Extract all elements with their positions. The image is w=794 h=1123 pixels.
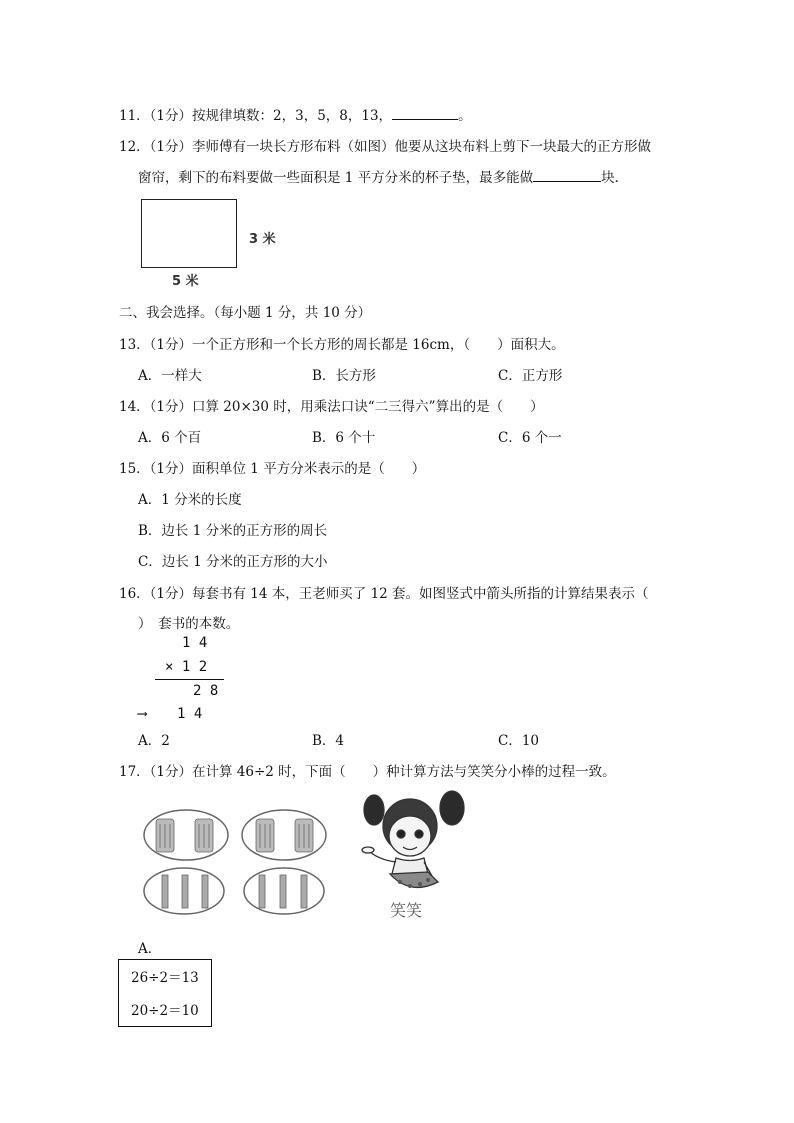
calc-row-multiplicand: 1 4 [182, 635, 208, 651]
q14-option-c[interactable]: C．6 个一 [498, 430, 562, 446]
q14-option-a[interactable]: A．6 个百 [138, 430, 202, 446]
q16-option-a[interactable]: A．2 [138, 733, 170, 749]
q11-text: 11．（1分）按规律填数：2，3，5，8，13， [119, 108, 393, 124]
q12-line2-text: 窗帘，剩下的布料要做一些面积是 1 平方分米的杯子垫，最多能做 [138, 170, 534, 186]
q14-stem: 14．（1分）口算 20×30 时，用乘法口诀“二三得六”算出的是（ ） [119, 399, 544, 415]
single-stick-icon [280, 875, 286, 908]
q16-line2: ） 套书的本数。 [138, 616, 240, 632]
cloth-rectangle-figure [141, 199, 237, 268]
single-stick-icon [301, 875, 307, 908]
q16-option-b[interactable]: B．4 [312, 733, 345, 749]
q16-option-c[interactable]: C．10 [498, 733, 540, 749]
question-11 [119, 104, 472, 124]
rectangle-width-label: 5 米 [172, 274, 199, 289]
q15-stem: 15．（1分）面积单位 1 平方分米表示的是（ ） [119, 461, 426, 477]
calc-row-partial-1: 2 8 [193, 683, 219, 699]
option-a-line-1: 26÷2＝13 [131, 970, 199, 986]
q13-option-b[interactable]: B．长方形 [312, 368, 376, 384]
arrow-icon: ⟶ [138, 706, 147, 722]
calc-row-partial-2: 1 4 [177, 706, 203, 722]
q17-stem: 17．（1分）在计算 46÷2 时，下面（ ）种计算方法与笑笑分小棒的过程一致。 [119, 764, 616, 780]
q11-answer-blank[interactable] [392, 105, 458, 120]
q16-line1: 16．（1分）每套书有 14 本，王老师买了 12 套。如图竖式中箭头所指的计算结果表示（ [119, 586, 649, 602]
q17-option-a-box [118, 959, 212, 1027]
q12-answer-blank[interactable] [533, 167, 601, 182]
q13-option-a[interactable]: A．一样大 [138, 368, 202, 384]
character-name-label: 笑笑 [390, 901, 423, 920]
q17-option-a-label[interactable]: A． [138, 941, 162, 957]
q12-line2-suffix: 块． [601, 170, 629, 186]
single-stick-icon [162, 875, 168, 908]
single-stick-icon [182, 875, 188, 908]
sticks-division-illustration [140, 806, 340, 918]
q15-option-b[interactable]: B．边长 1 分米的正方形的周长 [138, 523, 328, 539]
section-2-title: 二、我会选择。（每小题 1 分，共 10 分） [119, 305, 372, 321]
single-stick-icon [202, 875, 208, 908]
girl-character-icon [356, 790, 472, 896]
calc-row-multiplier: × 1 2 [165, 659, 208, 675]
q14-option-b[interactable]: B．6 个十 [312, 430, 376, 446]
q15-option-a[interactable]: A．1 分米的长度 [138, 492, 242, 508]
calc-divider-line [155, 679, 224, 680]
q12-line1: 12．（1分）李师傅有一块长方形布料（如图）他要从这块布料上剪下一块最大的正方形做 [119, 139, 652, 155]
option-a-line-2: 20÷2＝10 [131, 1003, 199, 1019]
question-12-line2 [138, 166, 628, 186]
q11-suffix: 。 [458, 108, 472, 124]
single-stick-icon [259, 875, 265, 908]
q13-stem: 13．（1分）一个正方形和一个长方形的周长都是 16cm，（ ）面积大。 [119, 337, 565, 353]
rectangle-height-label: 3 米 [249, 232, 276, 247]
q13-option-c[interactable]: C．正方形 [498, 368, 563, 384]
q15-option-c[interactable]: C．边长 1 分米的正方形的大小 [138, 554, 328, 570]
